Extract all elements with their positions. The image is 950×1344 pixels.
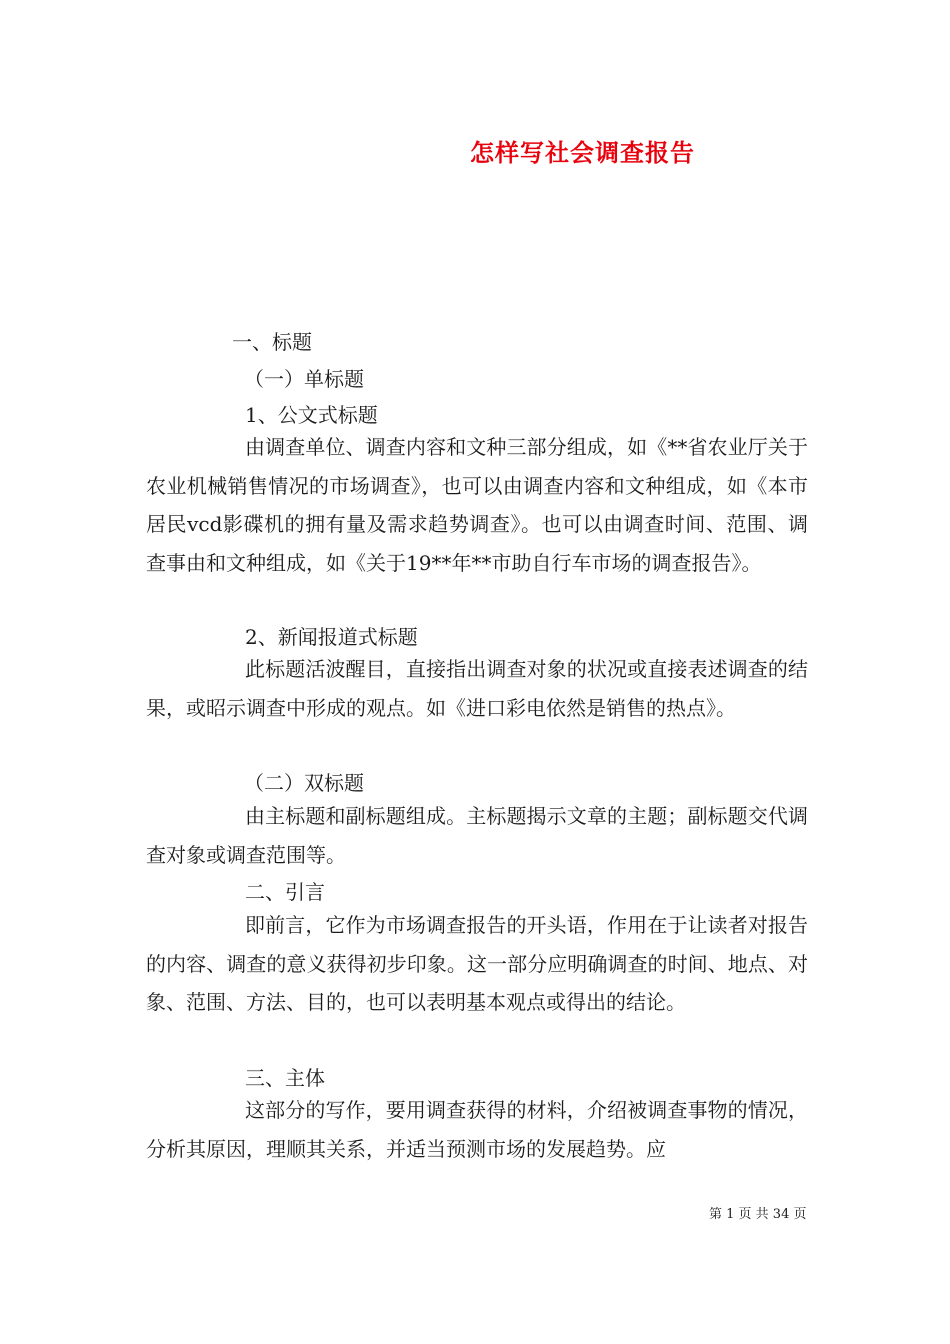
heading-1: 一、标题 bbox=[232, 330, 312, 354]
heading-1-2: （二）双标题 bbox=[244, 771, 364, 795]
paragraph-4: 即前言，它作为市场调查报告的开头语，作用在于让读者对报告的内容、调查的意义获得初步印象。这一部分应明确调查的时间、地点、对象、范围、方法、目的，也可以表明基本观点或得出的结论。 bbox=[146, 913, 808, 1014]
paragraph-5: 这部分的写作，要用调查获得的材料，介绍被调查事物的情况，分析其原因，理顺其关系，并适当预测市场的发展趋势。应 bbox=[146, 1098, 808, 1161]
heading-1-1: （一）单标题 bbox=[244, 367, 364, 391]
page-title: 怎样写社会调查报告 bbox=[470, 138, 695, 167]
page-footer: 第 1 页 共 34 页 bbox=[709, 1207, 807, 1222]
paragraph-1: 由调查单位、调查内容和文种三部分组成，如《**省农业厅关于农业机械销售情况的市场调查》，也可以由调查内容和文种组成，如《本市居民vcd影碟机的拥有量及需求趋势调查》。也可以由调查时间、范围、调查事由和文种组成，如《关于19**年**市助自行车市场的调查报告》。 bbox=[146, 435, 808, 575]
heading-3: 三、主体 bbox=[245, 1066, 325, 1090]
heading-1-1-2: 2、新闻报道式标题 bbox=[245, 625, 418, 649]
heading-2: 二、引言 bbox=[245, 880, 325, 904]
heading-1-1-1: 1、公文式标题 bbox=[245, 403, 378, 427]
paragraph-2: 此标题活波醒目，直接指出调查对象的状况或直接表述调查的结果，或昭示调查中形成的观点。如《进口彩电依然是销售的热点》。 bbox=[146, 657, 808, 720]
paragraph-3: 由主标题和副标题组成。主标题揭示文章的主题；副标题交代调查对象或调查范围等。 bbox=[146, 804, 808, 867]
